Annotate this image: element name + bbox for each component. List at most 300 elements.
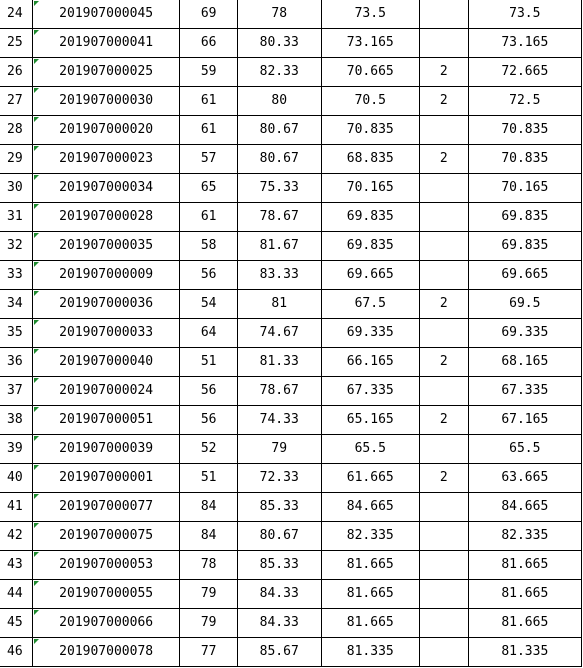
interview-score-value: 85.67: [259, 644, 299, 659]
composite-score-value: 69.665: [346, 267, 394, 282]
written-score-cell[interactable]: [180, 58, 238, 87]
candidate-id-cell[interactable]: [32, 319, 179, 348]
table-row: [0, 638, 582, 667]
written-score-value: 65: [200, 180, 217, 195]
bonus-points-value: 2: [439, 296, 448, 311]
number-as-text-indicator-icon: [34, 117, 39, 122]
composite-score-value: 70.665: [346, 64, 394, 79]
composite-score-value: 65.165: [346, 412, 394, 427]
total-score-cell[interactable]: [468, 232, 581, 261]
bonus-points-cell[interactable]: [420, 319, 469, 348]
composite-score-value: 70.165: [346, 180, 394, 195]
total-score-cell[interactable]: [468, 87, 581, 116]
bonus-points-cell[interactable]: [420, 145, 469, 174]
candidate-id-cell[interactable]: [32, 58, 179, 87]
total-score-cell[interactable]: [468, 638, 581, 667]
total-score-value: 69.665: [501, 267, 549, 282]
written-score-value: 69: [200, 6, 217, 21]
candidate-id-cell[interactable]: [32, 116, 179, 145]
candidate-id-value: 201907000030: [59, 93, 154, 108]
composite-score-cell[interactable]: [321, 435, 419, 464]
total-score-value: 72.665: [501, 64, 549, 79]
row-number-cell[interactable]: [0, 58, 32, 87]
number-as-text-indicator-icon: [34, 262, 39, 267]
candidate-id-cell[interactable]: [32, 232, 179, 261]
number-as-text-indicator-icon: [34, 581, 39, 586]
total-score-cell[interactable]: [468, 580, 581, 609]
candidate-id-value: 201907000077: [59, 499, 154, 514]
row-number-cell[interactable]: [0, 609, 32, 638]
interview-score-cell[interactable]: [237, 551, 321, 580]
interview-score-cell[interactable]: [237, 29, 321, 58]
interview-score-cell[interactable]: [237, 348, 321, 377]
bonus-points-cell[interactable]: [420, 377, 469, 406]
number-as-text-indicator-icon: [34, 59, 39, 64]
composite-score-value: 81.665: [346, 586, 394, 601]
written-score-value: 54: [200, 296, 217, 311]
composite-score-value: 69.835: [346, 238, 394, 253]
candidate-id-cell[interactable]: [32, 261, 179, 290]
written-score-value: 84: [200, 499, 217, 514]
total-score-cell[interactable]: [468, 493, 581, 522]
interview-score-cell[interactable]: [237, 232, 321, 261]
total-score-value: 81.665: [501, 586, 549, 601]
composite-score-cell[interactable]: [321, 0, 419, 29]
bonus-points-cell[interactable]: [420, 493, 469, 522]
total-score-value: 81.665: [501, 557, 549, 572]
interview-score-cell[interactable]: [237, 145, 321, 174]
written-score-value: 51: [200, 470, 217, 485]
written-score-value: 56: [200, 267, 217, 282]
composite-score-cell[interactable]: [321, 319, 419, 348]
composite-score-cell[interactable]: [321, 87, 419, 116]
total-score-cell[interactable]: [468, 203, 581, 232]
composite-score-cell[interactable]: [321, 406, 419, 435]
row-number-cell[interactable]: [0, 261, 32, 290]
written-score-cell[interactable]: [180, 290, 238, 319]
total-score-cell[interactable]: [468, 406, 581, 435]
composite-score-value: 81.665: [346, 615, 394, 630]
bonus-points-cell[interactable]: [420, 203, 469, 232]
written-score-value: 56: [200, 412, 217, 427]
written-score-cell[interactable]: [180, 435, 238, 464]
composite-score-value: 70.835: [346, 122, 394, 137]
total-score-cell[interactable]: [468, 174, 581, 203]
total-score-value: 67.335: [501, 383, 549, 398]
total-score-value: 81.335: [501, 644, 549, 659]
candidate-id-cell[interactable]: [32, 29, 179, 58]
number-as-text-indicator-icon: [34, 233, 39, 238]
row-number-cell[interactable]: [0, 522, 32, 551]
candidate-id-cell[interactable]: [32, 145, 179, 174]
bonus-points-value: 2: [439, 470, 448, 485]
written-score-cell[interactable]: [180, 174, 238, 203]
candidate-id-cell[interactable]: [32, 551, 179, 580]
written-score-value: 51: [200, 354, 217, 369]
bonus-points-cell[interactable]: [420, 348, 469, 377]
candidate-id-cell[interactable]: [32, 203, 179, 232]
total-score-cell[interactable]: [468, 464, 581, 493]
written-score-value: 59: [200, 64, 217, 79]
row-number-value: 25: [7, 35, 23, 50]
total-score-cell[interactable]: [468, 319, 581, 348]
row-number-value: 34: [7, 296, 23, 311]
written-score-cell[interactable]: [180, 551, 238, 580]
composite-score-value: 66.165: [346, 354, 394, 369]
bonus-points-cell[interactable]: [420, 174, 469, 203]
written-score-cell[interactable]: [180, 232, 238, 261]
composite-score-value: 70.5: [354, 93, 386, 108]
row-number-value: 39: [7, 441, 23, 456]
row-number-value: 45: [7, 615, 23, 630]
interview-score-value: 78.67: [259, 383, 299, 398]
candidate-id-cell[interactable]: [32, 174, 179, 203]
written-score-cell[interactable]: [180, 464, 238, 493]
candidate-id-cell[interactable]: [32, 464, 179, 493]
number-as-text-indicator-icon: [34, 30, 39, 35]
total-score-cell[interactable]: [468, 609, 581, 638]
candidate-id-cell[interactable]: [32, 638, 179, 667]
table-row: [0, 58, 582, 87]
number-as-text-indicator-icon: [34, 436, 39, 441]
interview-score-cell[interactable]: [237, 0, 321, 29]
row-number-cell[interactable]: [0, 0, 32, 29]
interview-score-cell[interactable]: [237, 638, 321, 667]
total-score-cell[interactable]: [468, 290, 581, 319]
bonus-points-cell[interactable]: [420, 29, 469, 58]
row-number-value: 27: [7, 93, 23, 108]
composite-score-cell[interactable]: [321, 348, 419, 377]
table-row: [0, 145, 582, 174]
written-score-cell[interactable]: [180, 87, 238, 116]
row-number-cell[interactable]: [0, 377, 32, 406]
total-score-cell[interactable]: [468, 522, 581, 551]
written-score-value: 79: [200, 586, 217, 601]
interview-score-cell[interactable]: [237, 203, 321, 232]
bonus-points-cell[interactable]: [420, 58, 469, 87]
composite-score-cell[interactable]: [321, 29, 419, 58]
row-number-value: 44: [7, 586, 23, 601]
interview-score-value: 81: [271, 296, 288, 311]
candidate-id-cell[interactable]: [32, 377, 179, 406]
interview-score-cell[interactable]: [237, 319, 321, 348]
table-row: [0, 203, 582, 232]
total-score-cell[interactable]: [468, 29, 581, 58]
total-score-cell[interactable]: [468, 551, 581, 580]
total-score-cell[interactable]: [468, 348, 581, 377]
candidate-id-value: 201907000053: [59, 557, 154, 572]
bonus-points-value: 2: [439, 412, 448, 427]
composite-score-value: 65.5: [354, 441, 386, 456]
row-number-cell[interactable]: [0, 116, 32, 145]
candidate-id-cell[interactable]: [32, 435, 179, 464]
interview-score-cell[interactable]: [237, 87, 321, 116]
bonus-points-cell[interactable]: [420, 232, 469, 261]
composite-score-value: 81.335: [346, 644, 394, 659]
interview-score-cell[interactable]: [237, 493, 321, 522]
written-score-value: 78: [200, 557, 217, 572]
row-number-value: 38: [7, 412, 23, 427]
candidate-id-value: 201907000039: [59, 441, 154, 456]
written-score-value: 57: [200, 151, 217, 166]
candidate-id-cell[interactable]: [32, 609, 179, 638]
composite-score-cell[interactable]: [321, 174, 419, 203]
candidate-id-value: 201907000024: [59, 383, 154, 398]
composite-score-cell[interactable]: [321, 145, 419, 174]
interview-score-cell[interactable]: [237, 174, 321, 203]
composite-score-cell[interactable]: [321, 290, 419, 319]
candidate-id-value: 201907000028: [59, 209, 154, 224]
written-score-value: 66: [200, 35, 217, 50]
candidate-id-cell[interactable]: [32, 493, 179, 522]
candidate-id-value: 201907000041: [59, 35, 154, 50]
number-as-text-indicator-icon: [34, 320, 39, 325]
candidate-id-value: 201907000075: [59, 528, 154, 543]
candidate-id-value: 201907000051: [59, 412, 154, 427]
composite-score-cell[interactable]: [321, 232, 419, 261]
composite-score-cell[interactable]: [321, 58, 419, 87]
total-score-value: 73.165: [501, 35, 549, 50]
total-score-value: 73.5: [509, 6, 541, 21]
written-score-cell[interactable]: [180, 493, 238, 522]
total-score-cell[interactable]: [468, 261, 581, 290]
total-score-cell[interactable]: [468, 0, 581, 29]
composite-score-cell[interactable]: [321, 116, 419, 145]
number-as-text-indicator-icon: [34, 204, 39, 209]
total-score-cell[interactable]: [468, 116, 581, 145]
row-number-cell[interactable]: [0, 551, 32, 580]
composite-score-cell[interactable]: [321, 493, 419, 522]
candidate-id-cell[interactable]: [32, 290, 179, 319]
number-as-text-indicator-icon: [34, 465, 39, 470]
table-row: [0, 174, 582, 203]
candidate-id-cell[interactable]: [32, 522, 179, 551]
candidate-id-cell[interactable]: [32, 0, 179, 29]
written-score-value: 84: [200, 528, 217, 543]
row-number-value: 24: [7, 6, 23, 21]
candidate-id-cell[interactable]: [32, 580, 179, 609]
row-number-cell[interactable]: [0, 319, 32, 348]
composite-score-value: 82.335: [346, 528, 394, 543]
row-number-cell[interactable]: [0, 203, 32, 232]
composite-score-cell[interactable]: [321, 580, 419, 609]
total-score-cell[interactable]: [468, 58, 581, 87]
composite-score-cell[interactable]: [321, 522, 419, 551]
written-score-cell[interactable]: [180, 638, 238, 667]
total-score-cell[interactable]: [468, 377, 581, 406]
interview-score-cell[interactable]: [237, 261, 321, 290]
composite-score-value: 69.335: [346, 325, 394, 340]
interview-score-cell[interactable]: [237, 116, 321, 145]
total-score-value: 81.665: [501, 615, 549, 630]
bonus-points-value: 2: [439, 151, 448, 166]
row-number-value: 32: [7, 238, 23, 253]
row-number-cell[interactable]: [0, 290, 32, 319]
row-number-cell[interactable]: [0, 348, 32, 377]
row-number-value: 46: [7, 644, 23, 659]
written-score-cell[interactable]: [180, 261, 238, 290]
composite-score-value: 84.665: [346, 499, 394, 514]
table-row: [0, 406, 582, 435]
written-score-value: 61: [200, 209, 217, 224]
bonus-points-cell[interactable]: [420, 464, 469, 493]
interview-score-value: 82.33: [259, 64, 299, 79]
row-number-cell[interactable]: [0, 638, 32, 667]
interview-score-value: 74.67: [259, 325, 299, 340]
written-score-cell[interactable]: [180, 116, 238, 145]
composite-score-cell[interactable]: [321, 203, 419, 232]
bonus-points-cell[interactable]: [420, 87, 469, 116]
interview-score-cell[interactable]: [237, 580, 321, 609]
interview-score-value: 83.33: [259, 267, 299, 282]
total-score-value: 82.335: [501, 528, 549, 543]
row-number-cell[interactable]: [0, 406, 32, 435]
interview-score-value: 80.67: [259, 528, 299, 543]
row-number-cell[interactable]: [0, 493, 32, 522]
bonus-points-cell[interactable]: [420, 522, 469, 551]
interview-score-cell[interactable]: [237, 406, 321, 435]
interview-score-cell[interactable]: [237, 522, 321, 551]
composite-score-value: 68.835: [346, 151, 394, 166]
interview-score-value: 80.33: [259, 35, 299, 50]
table-row: [0, 377, 582, 406]
bonus-points-cell[interactable]: [420, 638, 469, 667]
row-number-cell[interactable]: [0, 580, 32, 609]
written-score-cell[interactable]: [180, 319, 238, 348]
row-number-cell[interactable]: [0, 145, 32, 174]
total-score-value: 63.665: [501, 470, 549, 485]
bonus-points-cell[interactable]: [420, 406, 469, 435]
composite-score-cell[interactable]: [321, 261, 419, 290]
row-number-cell[interactable]: [0, 29, 32, 58]
bonus-points-cell[interactable]: [420, 435, 469, 464]
candidate-id-value: 201907000033: [59, 325, 154, 340]
composite-score-cell[interactable]: [321, 377, 419, 406]
composite-score-cell[interactable]: [321, 551, 419, 580]
row-number-value: 43: [7, 557, 23, 572]
number-as-text-indicator-icon: [34, 349, 39, 354]
written-score-value: 61: [200, 93, 217, 108]
composite-score-value: 67.5: [354, 296, 386, 311]
candidate-id-value: 201907000066: [59, 615, 154, 630]
interview-score-value: 84.33: [259, 586, 299, 601]
row-number-value: 26: [7, 64, 23, 79]
interview-score-value: 78: [271, 6, 288, 21]
interview-score-cell[interactable]: [237, 377, 321, 406]
row-number-cell[interactable]: [0, 232, 32, 261]
composite-score-cell[interactable]: [321, 609, 419, 638]
row-number-value: 28: [7, 122, 23, 137]
composite-score-value: 81.665: [346, 557, 394, 572]
interview-score-value: 81.33: [259, 354, 299, 369]
total-score-value: 68.165: [501, 354, 549, 369]
total-score-value: 67.165: [501, 412, 549, 427]
row-number-cell[interactable]: [0, 174, 32, 203]
composite-score-cell[interactable]: [321, 464, 419, 493]
table-row: [0, 522, 582, 551]
interview-score-cell[interactable]: [237, 609, 321, 638]
total-score-value: 72.5: [509, 93, 541, 108]
interview-score-cell[interactable]: [237, 290, 321, 319]
written-score-value: 64: [200, 325, 217, 340]
number-as-text-indicator-icon: [34, 175, 39, 180]
written-score-value: 56: [200, 383, 217, 398]
candidate-id-value: 201907000025: [59, 64, 154, 79]
bonus-points-cell[interactable]: [420, 290, 469, 319]
row-number-cell[interactable]: [0, 87, 32, 116]
bonus-points-cell[interactable]: [420, 609, 469, 638]
bonus-points-cell[interactable]: [420, 261, 469, 290]
written-score-cell[interactable]: [180, 522, 238, 551]
written-score-value: 58: [200, 238, 217, 253]
table-row: [0, 232, 582, 261]
total-score-value: 65.5: [509, 441, 541, 456]
written-score-cell[interactable]: [180, 203, 238, 232]
interview-score-cell[interactable]: [237, 464, 321, 493]
row-number-value: 33: [7, 267, 23, 282]
interview-score-value: 80.67: [259, 151, 299, 166]
interview-score-cell[interactable]: [237, 58, 321, 87]
written-score-cell[interactable]: [180, 348, 238, 377]
row-number-value: 30: [7, 180, 23, 195]
total-score-cell[interactable]: [468, 145, 581, 174]
candidate-id-value: 201907000078: [59, 644, 154, 659]
interview-score-value: 74.33: [259, 412, 299, 427]
interview-score-cell[interactable]: [237, 435, 321, 464]
written-score-cell[interactable]: [180, 29, 238, 58]
written-score-cell[interactable]: [180, 377, 238, 406]
row-number-value: 41: [7, 499, 23, 514]
row-number-cell[interactable]: [0, 435, 32, 464]
bonus-points-cell[interactable]: [420, 116, 469, 145]
row-number-value: 40: [7, 470, 23, 485]
interview-score-value: 79: [271, 441, 288, 456]
number-as-text-indicator-icon: [34, 494, 39, 499]
candidate-id-value: 201907000001: [59, 470, 154, 485]
written-score-cell[interactable]: [180, 406, 238, 435]
bonus-points-cell[interactable]: [420, 0, 469, 29]
total-score-value: 70.835: [501, 122, 549, 137]
candidate-id-value: 201907000020: [59, 122, 154, 137]
row-number-cell[interactable]: [0, 464, 32, 493]
candidate-id-cell[interactable]: [32, 348, 179, 377]
interview-score-value: 80.67: [259, 122, 299, 137]
candidate-id-cell[interactable]: [32, 406, 179, 435]
composite-score-cell[interactable]: [321, 638, 419, 667]
table-row: [0, 435, 582, 464]
bonus-points-cell[interactable]: [420, 580, 469, 609]
candidate-id-value: 201907000023: [59, 151, 154, 166]
table-row: [0, 87, 582, 116]
number-as-text-indicator-icon: [34, 610, 39, 615]
written-score-cell[interactable]: [180, 609, 238, 638]
written-score-cell[interactable]: [180, 145, 238, 174]
written-score-cell[interactable]: [180, 0, 238, 29]
number-as-text-indicator-icon: [34, 1, 39, 6]
number-as-text-indicator-icon: [34, 146, 39, 151]
bonus-points-value: 2: [439, 64, 448, 79]
row-number-value: 29: [7, 151, 23, 166]
number-as-text-indicator-icon: [34, 378, 39, 383]
written-score-value: 52: [200, 441, 217, 456]
written-score-value: 77: [200, 644, 217, 659]
interview-score-value: 80: [271, 93, 288, 108]
candidate-id-value: 201907000034: [59, 180, 154, 195]
total-score-cell[interactable]: [468, 435, 581, 464]
candidate-id-cell[interactable]: [32, 87, 179, 116]
bonus-points-cell[interactable]: [420, 551, 469, 580]
written-score-cell[interactable]: [180, 580, 238, 609]
